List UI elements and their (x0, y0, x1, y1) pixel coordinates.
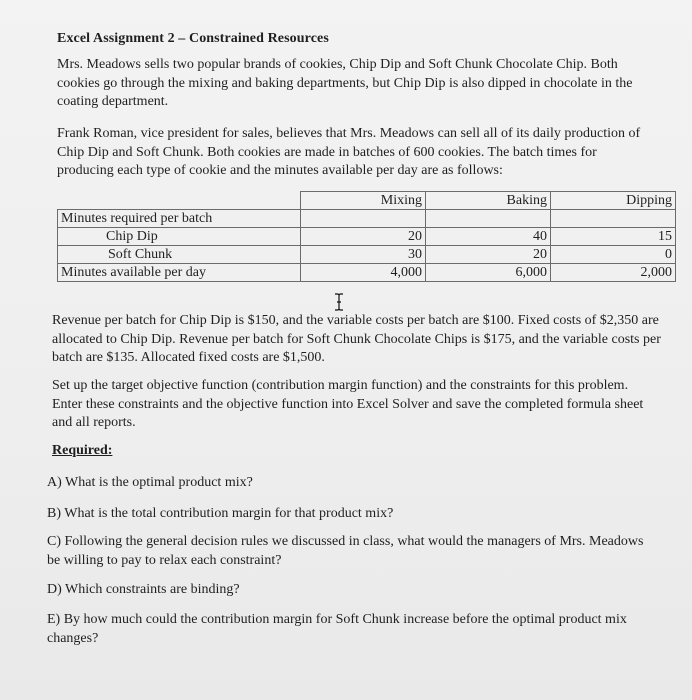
question-a: A) What is the optimal product mix? (47, 475, 253, 490)
table-cell: 2,000 (551, 264, 676, 282)
text-cursor-icon (333, 293, 345, 311)
section-label: Minutes required per batch (58, 210, 301, 228)
question-c: C) Following the general decision rules we discussed in class, what would the managers of Mrs. Meadows be willing to pay to relax each constraint? (47, 534, 644, 568)
table-cell: 40 (426, 228, 551, 246)
table-cell: 20 (426, 246, 551, 264)
table-cell: 30 (301, 246, 426, 264)
header-mixing: Mixing (301, 192, 426, 210)
batch-times-table (57, 191, 676, 282)
assignment-title: Excel Assignment 2 – Constrained Resources (57, 31, 329, 46)
row-label-minutes-available: Minutes available per day (58, 264, 301, 282)
revenue-paragraph: Revenue per batch for Chip Dip is $150, and the variable costs per batch are $100. Fixed costs of $2,350 are allocated to Chip Dip. Revenue per batch for Soft Chunk Chocolate Chips is $175, and the variable costs per batch are $135. Allocated fixed costs are $1,500. (52, 313, 661, 365)
intro-paragraph: Mrs. Meadows sells two popular brands of cookies, Chip Dip and Soft Chunk Chocolate Chip. Both cookies go through the mixing and baking departments, but Chip Dip is also dipped in chocolate in the coating department. (57, 57, 633, 109)
table-cell: 20 (301, 228, 426, 246)
table-cell: 0 (551, 246, 676, 264)
header-dipping: Dipping (551, 192, 676, 210)
table-corner-cell (58, 192, 301, 210)
table-row (58, 228, 676, 246)
question-b: B) What is the total contribution margin for that product mix? (47, 506, 394, 521)
table-row (58, 210, 676, 228)
row-label-chip-dip: Chip Dip (58, 228, 301, 246)
table-row (58, 246, 676, 264)
table-cell: 4,000 (301, 264, 426, 282)
row-label-soft-chunk: Soft Chunk (58, 246, 301, 264)
instructions-paragraph: Set up the target objective function (contribution margin function) and the constraints for this problem. Enter these constraints and the objective function into Excel Solver and save the completed formula sheet and all reports. (52, 378, 644, 430)
required-heading: Required: (52, 443, 113, 458)
question-e: E) By how much could the contribution margin for Soft Chunk increase before the optimal product mix changes? (47, 612, 627, 646)
table-cell: 15 (551, 228, 676, 246)
production-paragraph: Frank Roman, vice president for sales, believes that Mrs. Meadows can sell all of its daily production of Chip Dip and Soft Chunk. Both cookies are made in batches of 600 cookies. The batch times for producing each type of cookie and the minutes available per day are as follows: (57, 126, 641, 178)
table-row (58, 264, 676, 282)
question-d: D) Which constraints are binding? (47, 582, 240, 597)
table-cell: 6,000 (426, 264, 551, 282)
header-baking: Baking (426, 192, 551, 210)
table-header-row (58, 192, 676, 210)
